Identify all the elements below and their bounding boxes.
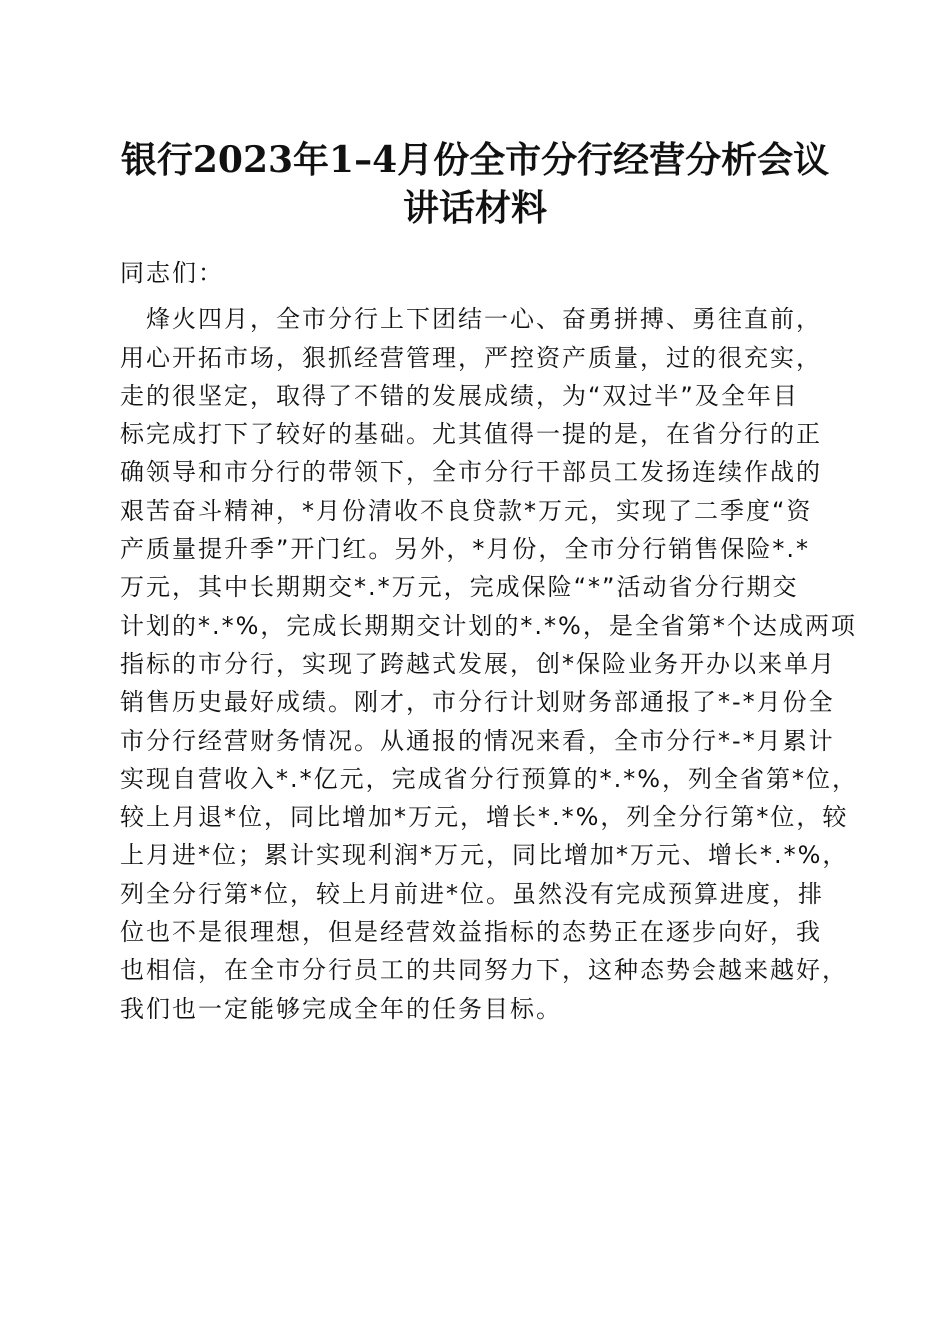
document-title <box>100 136 850 232</box>
document-body <box>120 254 859 1028</box>
paragraph-line: 确领导和市分行的带领下，全市分行干部员工发扬连续作战的 <box>120 458 822 487</box>
paragraph-line: 烽火四月，全市分行上下团结一心、奋勇拼搏、勇往直前， <box>120 305 822 334</box>
paragraph-line: 销售历史最好成绩。刚才，市分行计划财务部通报了*-*月份全 <box>120 688 835 717</box>
paragraph-line: 艰苦奋斗精神，*月份清收不良贷款*万元，实现了二季度“资 <box>120 496 813 525</box>
paragraph-line: 较上月退*位，同比增加*万元，增长*.*%，列全分行第*位，较 <box>120 803 849 832</box>
paragraph-line: 列全分行第*位，较上月前进*位。虽然没有完成预算进度，排 <box>120 879 824 908</box>
paragraph-line: 用心开拓市场，狠抓经营管理，严控资产质量，过的很充实， <box>120 343 822 372</box>
paragraph-line: 实现自营收入*.*亿元，完成省分行预算的*.*%，列全省第*位， <box>120 764 859 793</box>
paragraph-line: 位也不是很理想，但是经营效益指标的态势正在逐步向好，我 <box>120 918 822 947</box>
paragraph-line: 计划的*.*%，完成长期期交计划的*.*%，是全省第*个达成两项 <box>120 611 857 640</box>
title-line-2: 讲话材料 <box>402 187 547 229</box>
paragraph-line: 上月进*位；累计实现利润*万元，同比增加*万元、增长*.*%， <box>120 841 849 870</box>
paragraph-line: 产质量提升季”开门红。另外，*月份，全市分行销售保险*.* <box>120 535 811 564</box>
paragraph-line: 标完成打下了较好的基础。尤其值得一提的是，在省分行的正 <box>120 420 822 449</box>
body-paragraph <box>120 300 859 1028</box>
paragraph-line: 也相信，在全市分行员工的共同努力下，这种态势会越来越好， <box>120 956 848 985</box>
paragraph-line: 指标的市分行，实现了跨越式发展，创*保险业务开办以来单月 <box>120 649 836 678</box>
paragraph-line: 万元，其中长期期交*.*万元，完成保险“*”活动省分行期交 <box>120 573 799 602</box>
salutation: 同志们： <box>120 259 224 287</box>
title-line-1: 银行2023年1–4月份全市分行经营分析会议 <box>120 139 830 181</box>
paragraph-line: 走的很坚定，取得了不错的发展成绩，为“双过半”及全年目 <box>120 381 799 410</box>
paragraph-line: 我们也一定能够完成全年的任务目标。 <box>120 994 562 1023</box>
paragraph-line: 市分行经营财务情况。从通报的情况来看，全市分行*-*月累计 <box>120 726 835 755</box>
